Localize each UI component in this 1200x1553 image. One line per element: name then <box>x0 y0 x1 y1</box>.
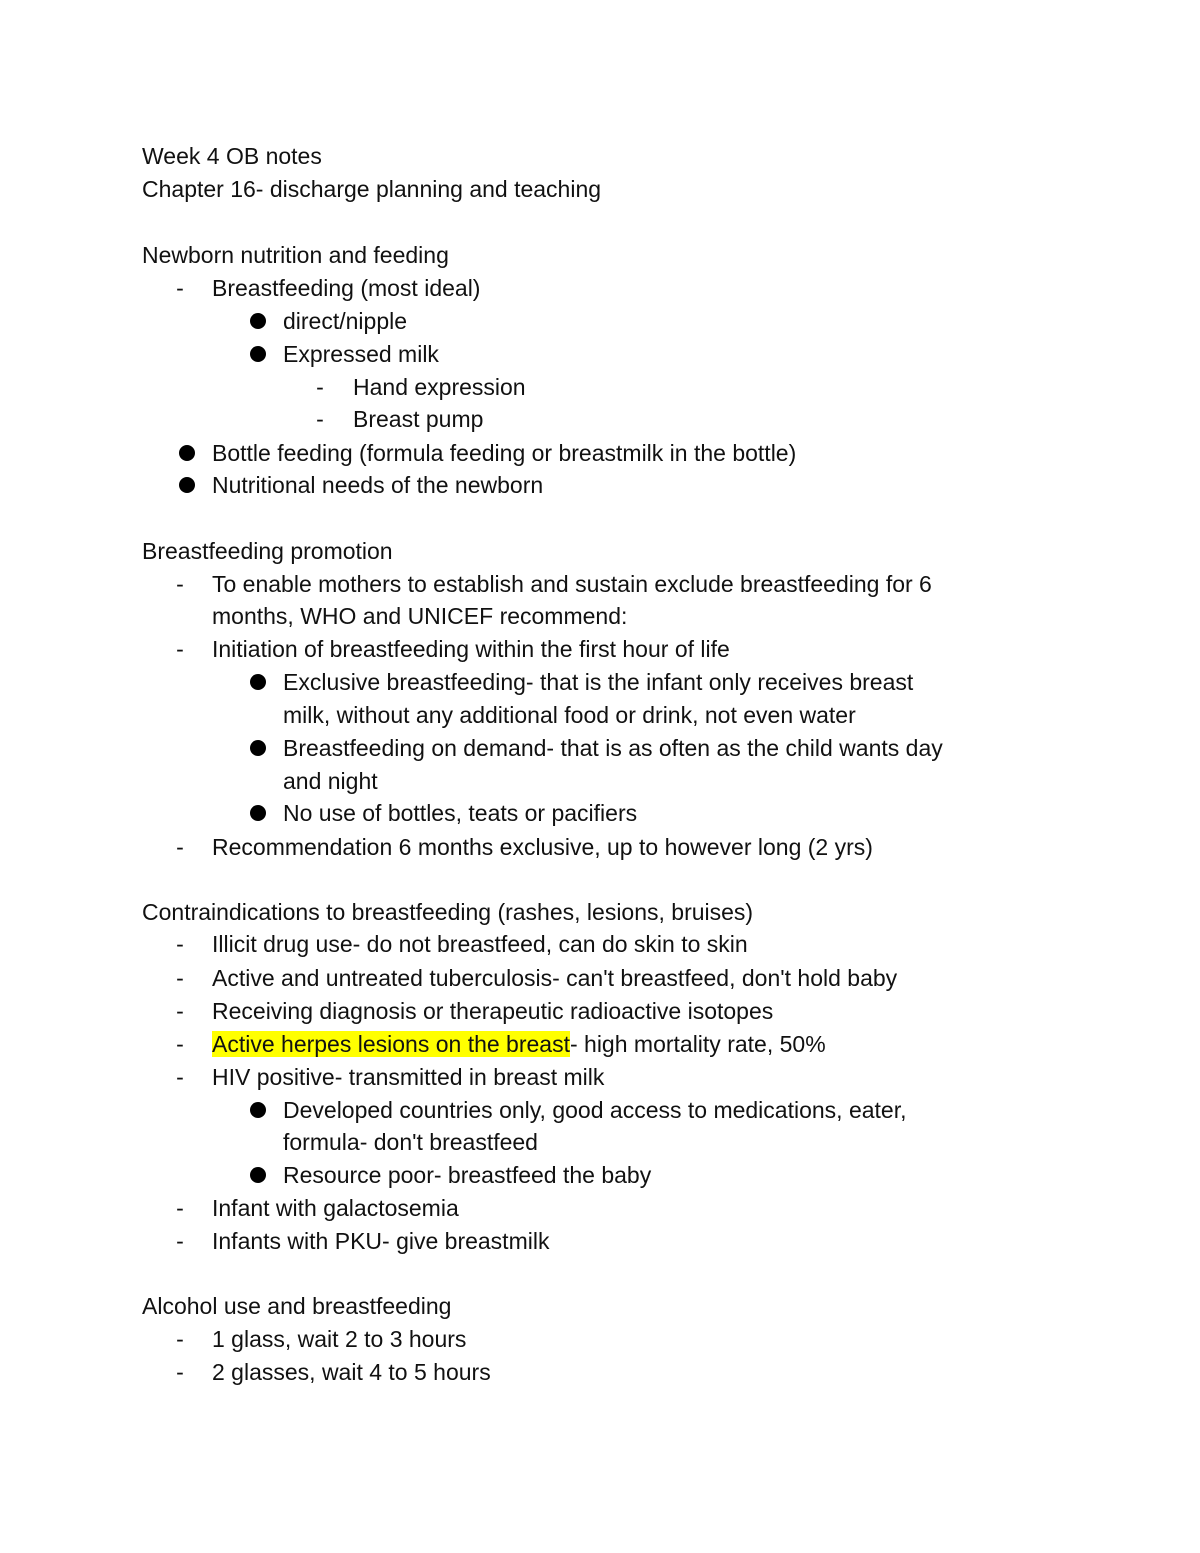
bullet-icon <box>250 1167 266 1183</box>
dash-marker: - <box>176 636 184 662</box>
dash-marker: - <box>176 1195 184 1221</box>
list-item-text: Recommendation 6 months exclusive, up to however long (2 yrs) <box>212 834 873 860</box>
list-item-text: Infants with PKU- give breastmilk <box>212 1228 550 1254</box>
doc-subtitle: Chapter 16- discharge planning and teaching <box>142 176 602 202</box>
list-item-text: and night <box>283 768 378 794</box>
list-item-text: Exclusive breastfeeding- that is the infant only receives breast <box>283 669 914 695</box>
dash-marker: - <box>176 1359 184 1385</box>
list-item-text: Nutritional needs of the newborn <box>212 472 544 498</box>
list-item-text: 2 glasses, wait 4 to 5 hours <box>212 1359 491 1385</box>
section-heading: Alcohol use and breastfeeding <box>142 1293 452 1319</box>
bullet-icon <box>250 1102 266 1118</box>
bullet-icon <box>179 477 195 493</box>
dash-marker: - <box>176 965 184 991</box>
list-item-text: To enable mothers to establish and sustain exclude breastfeeding for 6 <box>212 571 932 597</box>
dash-marker: - <box>316 406 324 432</box>
list-item-text: Breastfeeding on demand- that is as often as the child wants day <box>283 735 943 761</box>
list-item-text: Infant with galactosemia <box>212 1195 459 1221</box>
dash-marker: - <box>176 571 184 597</box>
list-item-text: 1 glass, wait 2 to 3 hours <box>212 1326 467 1352</box>
list-item-text: Bottle feeding (formula feeding or breastmilk in the bottle) <box>212 440 797 466</box>
section-heading: Breastfeeding promotion <box>142 538 393 564</box>
list-item-text-rest: - high mortality rate, 50% <box>569 1031 826 1057</box>
list-item-text: Active and untreated tuberculosis- can't breastfeed, don't hold baby <box>212 965 898 991</box>
list-item-text: HIV positive- transmitted in breast milk <box>212 1064 605 1090</box>
list-item-text: milk, without any additional food or drink, not even water <box>283 702 856 728</box>
bullet-icon <box>250 313 266 329</box>
highlighted-text: Active herpes lesions on the breast <box>212 1031 570 1057</box>
dash-marker: - <box>316 374 324 400</box>
section-heading: Newborn nutrition and feeding <box>142 242 449 268</box>
list-item-text: Resource poor- breastfeed the baby <box>283 1162 652 1188</box>
dash-marker: - <box>176 1031 184 1057</box>
list-item-text: Initiation of breastfeeding within the first hour of life <box>212 636 730 662</box>
list-item-text: direct/nipple <box>283 308 408 334</box>
doc-title: Week 4 OB notes <box>142 143 322 169</box>
bullet-icon <box>179 445 195 461</box>
dash-marker: - <box>176 834 184 860</box>
dash-marker: - <box>176 1064 184 1090</box>
dash-marker: - <box>176 931 184 957</box>
bullet-icon <box>250 346 266 362</box>
list-item-text: Expressed milk <box>283 341 439 367</box>
dash-marker: - <box>176 998 184 1024</box>
bullet-icon <box>250 805 266 821</box>
list-item-text: Receiving diagnosis or therapeutic radioactive isotopes <box>212 998 774 1024</box>
dash-marker: - <box>176 1228 184 1254</box>
bullet-icon <box>250 674 266 690</box>
dash-marker: - <box>176 1326 184 1352</box>
list-item-text: Breastfeeding (most ideal) <box>212 275 481 301</box>
section-heading: Contraindications to breastfeeding (rashes, lesions, bruises) <box>142 899 754 925</box>
list-item-text: Breast pump <box>353 406 484 432</box>
list-item-text <box>212 1029 826 1059</box>
list-item-text: Developed countries only, good access to medications, eater, <box>283 1097 907 1123</box>
list-item-text: Hand expression <box>353 374 526 400</box>
list-item-text: No use of bottles, teats or pacifiers <box>283 800 638 826</box>
list-item-text: formula- don't breastfeed <box>283 1129 538 1155</box>
list-item-text: Illicit drug use- do not breastfeed, can do skin to skin <box>212 931 748 957</box>
list-item-text: months, WHO and UNICEF recommend: <box>212 603 628 629</box>
bullet-icon <box>250 740 266 756</box>
dash-marker: - <box>176 275 184 301</box>
